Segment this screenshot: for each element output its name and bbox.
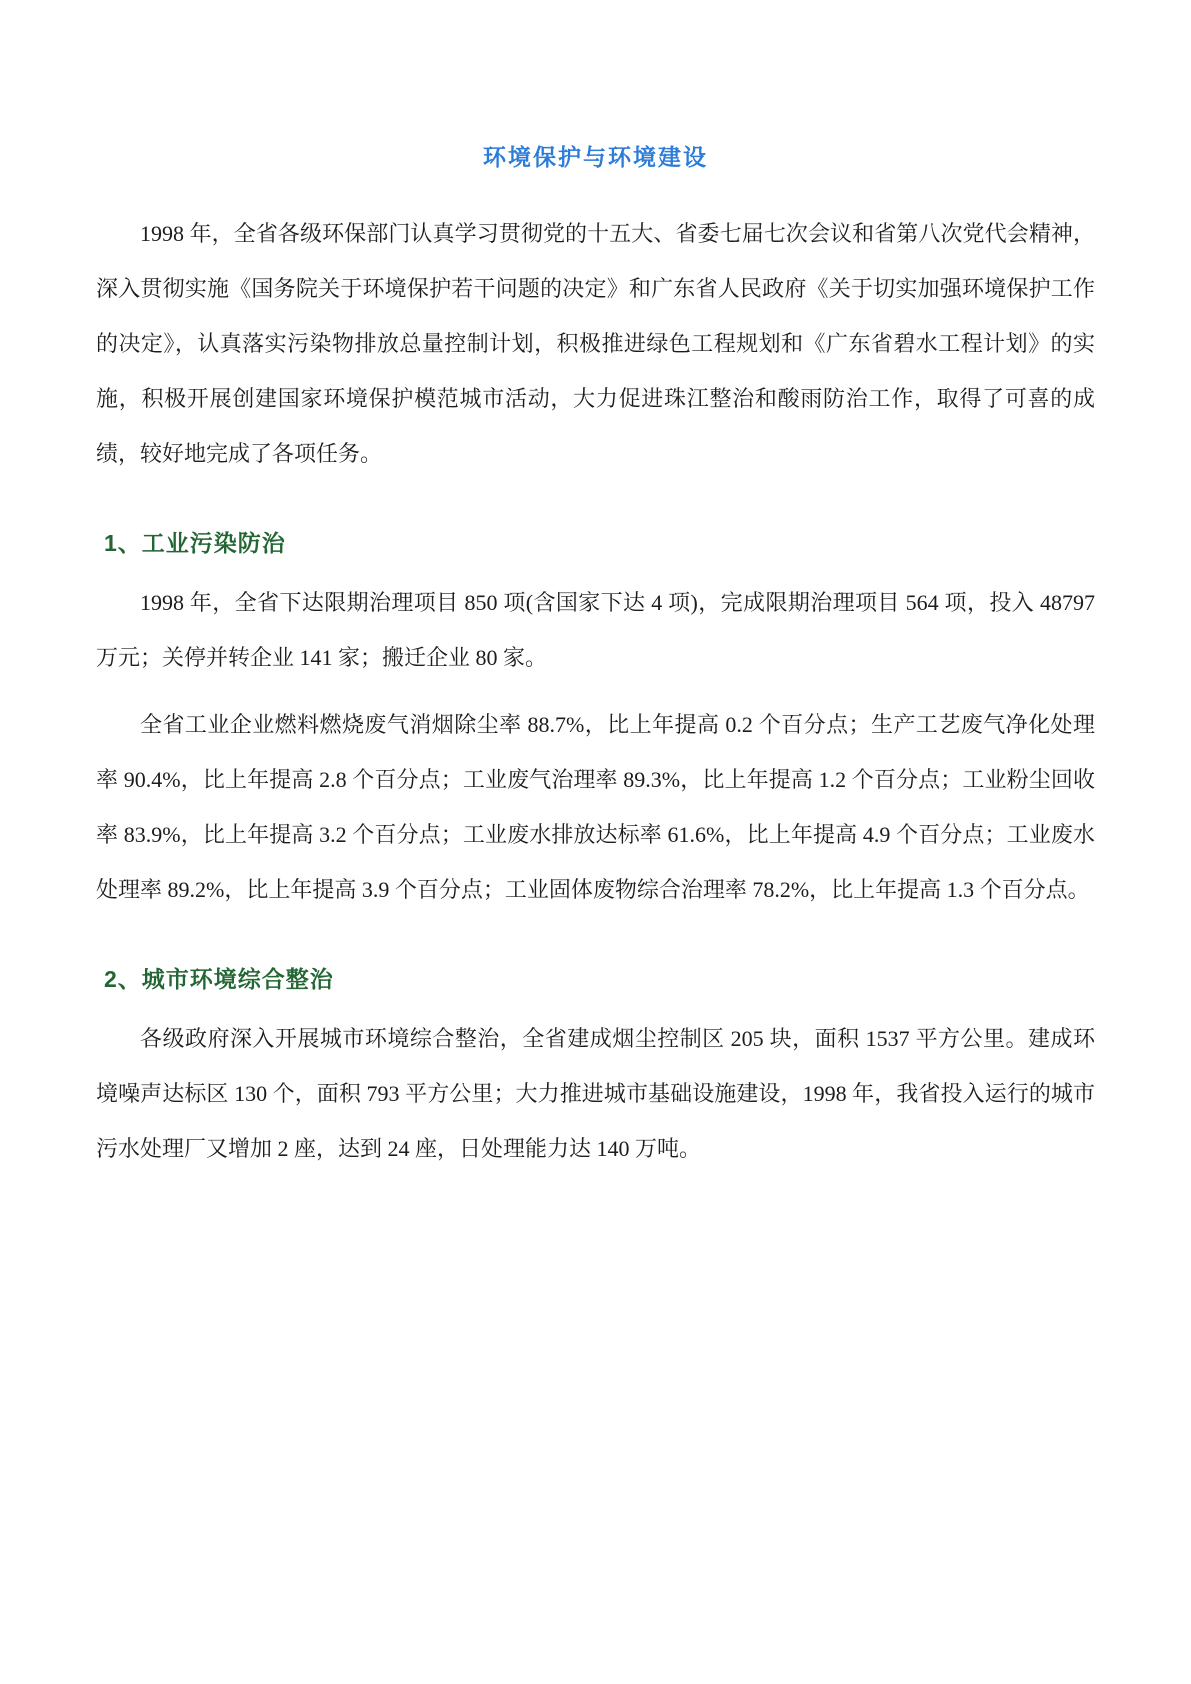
section-2-heading: 2、城市环境综合整治 bbox=[104, 966, 334, 992]
section-1-paragraph-1: 1998 年，全省下达限期治理项目 850 项(含国家下达 4 项)，完成限期治理项目 564 项，投入 48797 万元；关停并转企业 141 家；搬迁企业 80 家。 bbox=[96, 590, 1095, 670]
section-1-paragraph-2: 全省工业企业燃料燃烧废气消烟除尘率 88.7%，比上年提高 0.2 个百分点；生产工艺废气净化处理率 90.4%，比上年提高 2.8 个百分点；工业废气治理率 89.3%，比上年提高 1.2 个百分点；工业粉尘回收率 83.9%，比上年提高 3.2 个百分点；工业废水排放达标率 61.6%，比上年提高 4.9 个百分点；工业废水处理率 89.2%，比上年提高 3.9 个百分点；工业固体废物综合治理率 78.2%，比上年提高 1.3 个百分点。 bbox=[96, 712, 1095, 902]
intro-paragraph: 1998 年，全省各级环保部门认真学习贯彻党的十五大、省委七届七次会议和省第八次党代会精神，深入贯彻实施《国务院关于环境保护若干问题的决定》和广东省人民政府《关于切实加强环境保护工作的决定》，认真落实污染物排放总量控制计划，积极推进绿色工程规划和《广东省碧水工程计划》的实施，积极开展创建国家环境保护模范城市活动，大力促进珠江整治和酸雨防治工作，取得了可喜的成绩，较好地完成了各项任务。 bbox=[96, 221, 1095, 466]
section-1-heading: 1、工业污染防治 bbox=[104, 530, 286, 556]
document-title: 环境保护与环境建设 bbox=[483, 145, 708, 170]
section-2-paragraph-1: 各级政府深入开展城市环境综合整治，全省建成烟尘控制区 205 块，面积 1537 平方公里。建成环境噪声达标区 130 个，面积 793 平方公里；大力推进城市基础设施建设，1998 年，我省投入运行的城市污水处理厂又增加 2 座，达到 24 座，日处理能力达 140 万吨。 bbox=[96, 1026, 1095, 1161]
